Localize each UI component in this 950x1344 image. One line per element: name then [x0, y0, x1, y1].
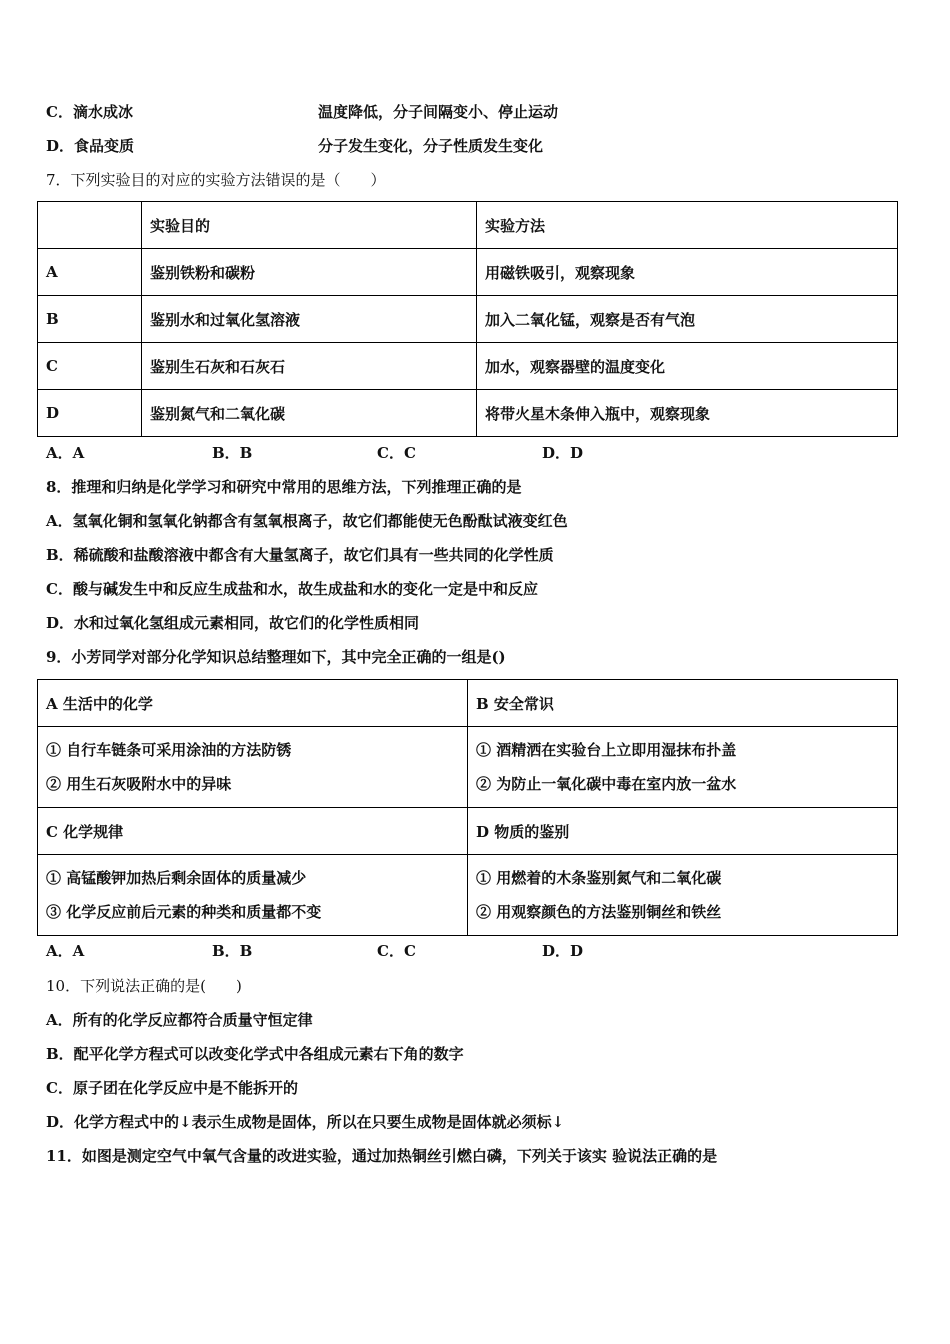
q9-table: [37, 679, 898, 936]
q9-options: [46, 941, 906, 961]
q9-option-a[interactable]: A．A: [46, 942, 85, 960]
list-item: ① 自行车链条可采用涂油的方法防锈: [46, 741, 292, 759]
q8-choice-d[interactable]: D．水和过氧化氢组成元素相同，故它们的化学性质相同: [46, 614, 420, 632]
q7-table-header: [38, 202, 898, 249]
q7-row-method: 加水，观察器壁的温度变化: [477, 343, 898, 390]
table-row: [38, 249, 898, 296]
q7-row-purpose: 鉴别水和过氧化氢溶液: [142, 296, 477, 343]
q6-choice-d: [46, 136, 544, 156]
q6-choice-d-explain: 分子发生变化，分子性质发生变化: [318, 137, 544, 155]
table-row: [38, 296, 898, 343]
q9-block-d-items: [468, 855, 898, 936]
q10-choice-c[interactable]: C．原子团在化学反应中是不能拆开的: [46, 1079, 298, 1097]
q6-choice-c-explain: 温度降低，分子间隔变小、停止运动: [318, 103, 559, 121]
q7-option-a[interactable]: A．A: [46, 444, 85, 462]
q7-row-purpose: 鉴别铁粉和碳粉: [142, 249, 477, 296]
list-item: ① 高锰酸钾加热后剩余固体的质量减少: [46, 869, 307, 887]
q9-block-b-items: [468, 727, 898, 808]
q9-row-items-cd: [38, 855, 898, 936]
q8-choice-c[interactable]: C．酸与碱发生中和反应生成盐和水，故生成盐和水的变化一定是中和反应: [46, 580, 538, 598]
q7-row-method: 加入二氧化锰，观察是否有气泡: [477, 296, 898, 343]
q6-choice-c: [46, 102, 559, 122]
q7-row-key: C: [38, 343, 142, 390]
q8-stem: 8．推理和归纳是化学学习和研究中常用的思维方法，下列推理正确的是: [46, 478, 522, 496]
q7-options: [46, 443, 906, 463]
q9-row-titles-cd: [38, 808, 898, 855]
q8-choice-b[interactable]: B．稀硫酸和盐酸溶液中都含有大量氢离子，故它们具有一些共同的化学性质: [46, 546, 554, 564]
q7-option-c[interactable]: C．C: [377, 444, 416, 462]
list-item: ① 酒精洒在实验台上立即用湿抹布扑盖: [476, 741, 737, 759]
q6-choice-c-label: C．滴水成冰: [46, 103, 133, 121]
table-row: [38, 343, 898, 390]
q7-stem: 7．下列实验目的对应的实验方法错误的是（ ）: [46, 171, 386, 189]
q7-header-key: [38, 202, 142, 249]
q7-option-d[interactable]: D．D: [542, 444, 584, 462]
q10-stem: 10．下列说法正确的是( ): [46, 977, 242, 995]
q11-stem: 11．如图是测定空气中氧气含量的改进实验，通过加热铜丝引燃白磷，下列关于该实 验说法正确的是: [46, 1147, 718, 1165]
q9-block-a-title: A 生活中的化学: [38, 680, 468, 727]
q7-row-purpose: 鉴别生石灰和石灰石: [142, 343, 477, 390]
q7-row-method: 用磁铁吸引，观察现象: [477, 249, 898, 296]
q6-choice-d-label: D．食品变质: [46, 137, 135, 155]
q7-row-key: A: [38, 249, 142, 296]
q7-header-purpose: 实验目的: [142, 202, 477, 249]
list-item: ③ 化学反应前后元素的种类和质量都不变: [46, 903, 322, 921]
q7-table: [37, 201, 898, 437]
list-item: ② 用观察颜色的方法鉴别铜丝和铁丝: [476, 903, 722, 921]
q9-option-b[interactable]: B．B: [212, 942, 253, 960]
list-item: ② 为防止一氧化碳中毒在室内放一盆水: [476, 775, 737, 793]
q7-header-method: 实验方法: [477, 202, 898, 249]
q9-option-c[interactable]: C．C: [377, 942, 416, 960]
q7-option-b[interactable]: B．B: [212, 444, 253, 462]
q9-block-a-items: [38, 727, 468, 808]
q7-row-key: D: [38, 390, 142, 437]
q9-stem: 9．小芳同学对部分化学知识总结整理如下，其中完全正确的一组是(): [46, 648, 506, 666]
q10-choice-b[interactable]: B．配平化学方程式可以改变化学式中各组成元素右下角的数字: [46, 1045, 464, 1063]
q9-row-items-ab: [38, 727, 898, 808]
list-item: ① 用燃着的木条鉴别氮气和二氧化碳: [476, 869, 722, 887]
list-item: ② 用生石灰吸附水中的异味: [46, 775, 232, 793]
table-row: [38, 390, 898, 437]
q9-row-titles-ab: [38, 680, 898, 727]
q7-row-method: 将带火星木条伸入瓶中，观察现象: [477, 390, 898, 437]
q10-choice-d[interactable]: D．化学方程式中的↓表示生成物是固体，所以在只要生成物是固体就必须标↓: [46, 1113, 565, 1131]
q9-option-d[interactable]: D．D: [542, 942, 584, 960]
q8-choice-a[interactable]: A．氢氧化铜和氢氧化钠都含有氢氧根离子，故它们都能使无色酚酞试液变红色: [46, 512, 568, 530]
q9-block-b-title: B 安全常识: [468, 680, 898, 727]
q9-block-c-title: C 化学规律: [38, 808, 468, 855]
q9-block-d-title: D 物质的鉴别: [468, 808, 898, 855]
q7-row-purpose: 鉴别氮气和二氧化碳: [142, 390, 477, 437]
q9-block-c-items: [38, 855, 468, 936]
q7-row-key: B: [38, 296, 142, 343]
q10-choice-a[interactable]: A．所有的化学反应都符合质量守恒定律: [46, 1011, 313, 1029]
